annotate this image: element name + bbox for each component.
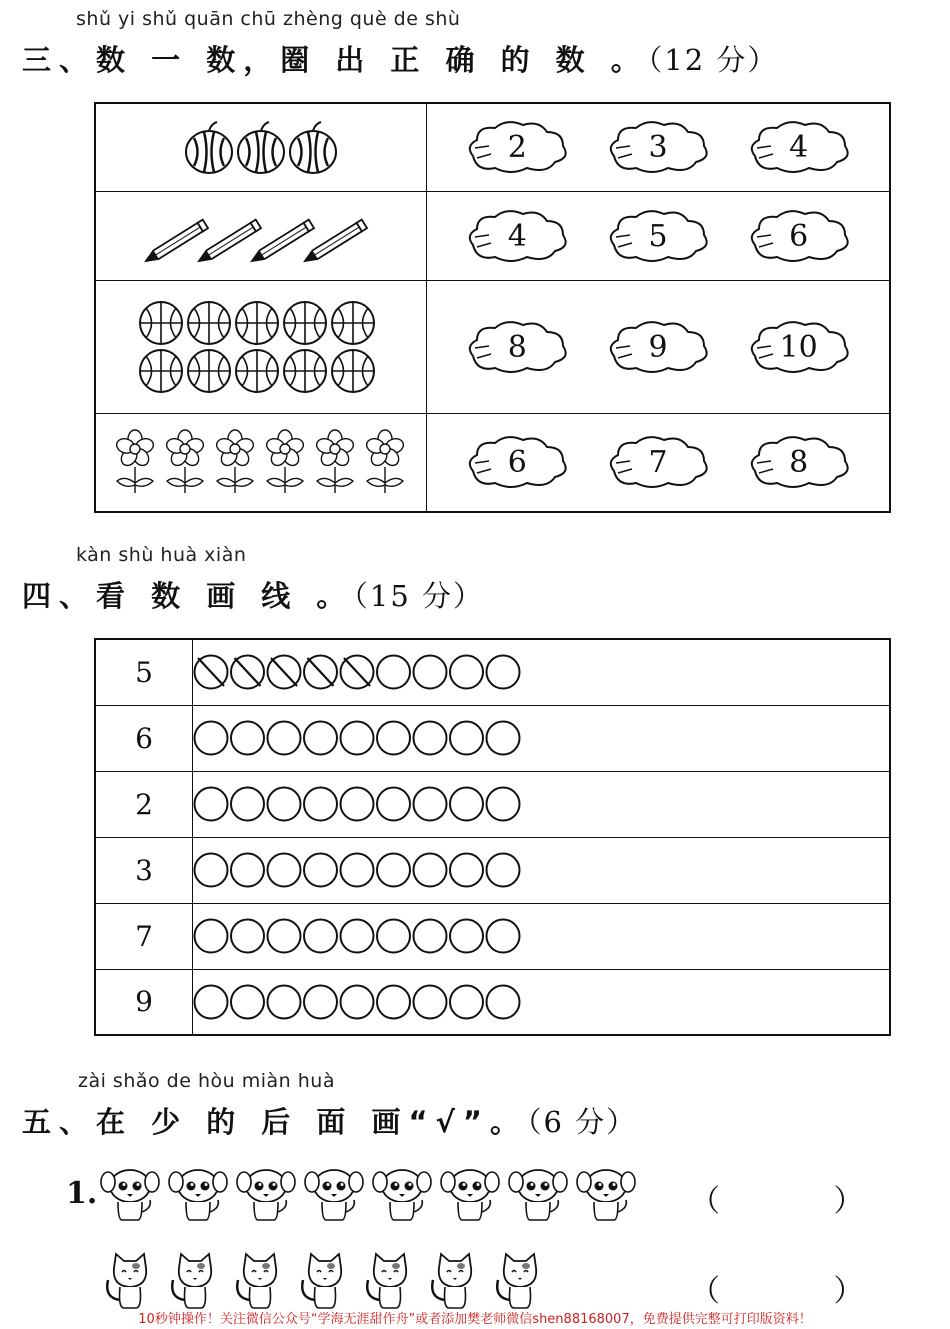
flower-icon xyxy=(215,430,255,493)
circle-set xyxy=(193,718,533,758)
option-number: 6 xyxy=(507,445,527,481)
basketball-icon xyxy=(332,302,374,344)
puppy-row xyxy=(100,1160,650,1226)
cloud-option[interactable] xyxy=(604,316,712,378)
row-number: 2 xyxy=(95,771,193,837)
circle-mark[interactable] xyxy=(487,788,520,821)
puppy-icon xyxy=(509,1170,567,1220)
cloud-option[interactable] xyxy=(745,116,853,178)
basketball-icon xyxy=(284,350,326,392)
puppy-icon xyxy=(305,1170,363,1220)
circle-mark[interactable] xyxy=(487,656,520,689)
cloud-option[interactable] xyxy=(604,205,712,267)
row-number: 3 xyxy=(95,837,193,903)
circle-mark[interactable] xyxy=(414,985,447,1018)
options-cell xyxy=(427,191,891,280)
flower-icon xyxy=(165,430,205,493)
circle-mark[interactable] xyxy=(195,788,228,821)
item-1-label: 1. xyxy=(66,1176,98,1211)
count-circle-table xyxy=(94,102,891,513)
kitten-icon xyxy=(367,1254,406,1308)
circle-set xyxy=(193,784,533,824)
circle-mark[interactable] xyxy=(450,656,483,689)
row-number: 5 xyxy=(95,639,193,705)
circle-mark[interactable] xyxy=(487,722,520,755)
watermelon-icon xyxy=(238,122,284,173)
option-number: 8 xyxy=(789,445,809,481)
circle-mark[interactable] xyxy=(195,854,228,887)
section5-score: （6 分） xyxy=(526,1105,638,1139)
kitten-icon xyxy=(497,1254,536,1308)
circle-mark[interactable] xyxy=(377,985,410,1018)
cloud-option[interactable] xyxy=(463,316,571,378)
watermelon-icon xyxy=(290,122,336,173)
table-row xyxy=(95,837,890,903)
basketball-icon xyxy=(188,302,230,344)
option-number: 2 xyxy=(507,130,527,166)
circle-set xyxy=(193,850,533,890)
puppy-icon xyxy=(373,1170,431,1220)
section4-pinyin: kàn shù huà xiàn xyxy=(76,544,247,566)
basketball-icon xyxy=(188,350,230,392)
basketball-icon xyxy=(332,350,374,392)
table-row xyxy=(95,280,890,413)
puppy-icon xyxy=(577,1170,635,1220)
circle-mark[interactable] xyxy=(487,920,520,953)
option-number: 6 xyxy=(789,218,809,254)
circle-mark[interactable] xyxy=(268,788,301,821)
circle-mark[interactable] xyxy=(268,985,301,1018)
options-cell xyxy=(427,103,891,191)
section3-score: （12 分） xyxy=(647,43,779,77)
basketball-icon xyxy=(140,302,182,344)
circle-mark[interactable] xyxy=(231,788,264,821)
flower-group xyxy=(111,427,411,497)
section5-title xyxy=(22,1100,637,1141)
kitten-icon xyxy=(172,1254,211,1308)
kitten-icon xyxy=(302,1254,341,1308)
table-row xyxy=(95,771,890,837)
answer-blank-2[interactable]: （ ） xyxy=(690,1274,916,1309)
circle-mark[interactable] xyxy=(377,788,410,821)
circle-mark[interactable] xyxy=(341,920,374,953)
circle-mark[interactable] xyxy=(304,854,337,887)
flower-icon xyxy=(315,430,355,493)
table-row xyxy=(95,705,890,771)
circle-mark[interactable] xyxy=(231,854,264,887)
option-number: 5 xyxy=(648,218,668,254)
circle-mark[interactable] xyxy=(487,854,520,887)
circle-mark[interactable] xyxy=(304,722,337,755)
circle-mark[interactable] xyxy=(414,920,447,953)
circle-row[interactable] xyxy=(193,639,891,705)
cloud-option[interactable] xyxy=(745,205,853,267)
circle-mark[interactable] xyxy=(341,985,374,1018)
circle-mark[interactable] xyxy=(450,920,483,953)
option-number: 7 xyxy=(648,445,668,481)
watermelon-icon xyxy=(186,122,232,173)
circle-mark[interactable] xyxy=(414,722,447,755)
cloud-option[interactable] xyxy=(745,316,853,378)
puppy-icon xyxy=(441,1170,499,1220)
basketball-icon xyxy=(140,350,182,392)
circle-mark[interactable] xyxy=(450,985,483,1018)
basketball-icon xyxy=(236,302,278,344)
puppy-icon xyxy=(237,1170,295,1220)
kitten-icon xyxy=(237,1254,276,1308)
section4-score: （15 分） xyxy=(353,579,485,613)
puppy-icon xyxy=(101,1170,159,1220)
circle-mark[interactable] xyxy=(414,788,447,821)
circle-row[interactable] xyxy=(193,705,891,771)
circle-mark[interactable] xyxy=(341,854,374,887)
circle-set xyxy=(193,982,533,1022)
kitten-icon xyxy=(432,1254,471,1308)
options-cell xyxy=(427,280,891,413)
circle-mark[interactable] xyxy=(450,788,483,821)
basketball-group xyxy=(136,299,386,395)
table-row xyxy=(95,413,890,512)
cloud-option[interactable] xyxy=(463,431,571,493)
section5-pinyin: zài shǎo de hòu miàn huà xyxy=(78,1070,335,1092)
basketball-cell xyxy=(95,280,427,413)
cloud-option[interactable] xyxy=(604,431,712,493)
option-number: 4 xyxy=(507,218,527,254)
section3-title-text: 三、数 一 数，圈 出 正 确 的 数 。 xyxy=(22,43,648,77)
section4-title xyxy=(22,574,484,615)
circle-mark[interactable] xyxy=(377,722,410,755)
option-number: 3 xyxy=(648,130,668,166)
section5-title-text: 五、在 少 的 后 面 画“√”。 xyxy=(22,1105,527,1139)
circle-mark[interactable] xyxy=(450,854,483,887)
option-number: 4 xyxy=(789,130,809,166)
cloud-option[interactable] xyxy=(463,205,571,267)
table-row xyxy=(95,639,890,705)
circle-row[interactable] xyxy=(193,903,891,969)
kitten-row xyxy=(100,1252,590,1312)
circle-mark[interactable] xyxy=(414,656,447,689)
section3-title xyxy=(22,38,778,79)
flower-icon xyxy=(115,430,155,493)
circle-mark[interactable] xyxy=(377,656,410,689)
circle-mark[interactable] xyxy=(487,985,520,1018)
flower-icon xyxy=(365,430,405,493)
option-number: 9 xyxy=(648,329,668,365)
circle-row[interactable] xyxy=(193,771,891,837)
draw-lines-table xyxy=(94,638,891,1036)
section4-title-text: 四、看 数 画 线 。 xyxy=(22,579,354,613)
pencil-icon xyxy=(143,219,208,265)
pencil-cell xyxy=(95,191,427,280)
circle-set xyxy=(193,652,533,692)
circle-mark[interactable] xyxy=(304,920,337,953)
cloud-option[interactable] xyxy=(463,116,571,178)
circle-mark[interactable] xyxy=(304,985,337,1018)
circle-mark[interactable] xyxy=(450,722,483,755)
circle-mark[interactable] xyxy=(414,854,447,887)
cloud-option[interactable] xyxy=(604,116,712,178)
circle-mark[interactable] xyxy=(195,920,228,953)
basketball-icon xyxy=(236,350,278,392)
circle-mark[interactable] xyxy=(268,722,301,755)
options-cell xyxy=(427,413,891,512)
kitten-icon xyxy=(107,1254,146,1308)
circle-row[interactable] xyxy=(193,969,891,1035)
watermelon-cell xyxy=(95,103,427,191)
circle-mark[interactable] xyxy=(231,722,264,755)
section3-pinyin: shǔ yi shǔ quān chū zhèng què de shù xyxy=(76,8,461,30)
circle-mark[interactable] xyxy=(231,985,264,1018)
circle-mark[interactable] xyxy=(377,920,410,953)
circle-mark[interactable] xyxy=(231,920,264,953)
circle-mark[interactable] xyxy=(304,788,337,821)
circle-set xyxy=(193,916,533,956)
cloud-option[interactable] xyxy=(745,431,853,493)
option-number: 10 xyxy=(779,329,818,365)
table-row xyxy=(95,191,890,280)
circle-mark[interactable] xyxy=(268,920,301,953)
flower-cell xyxy=(95,413,427,512)
flower-icon xyxy=(265,430,305,493)
circle-row[interactable] xyxy=(193,837,891,903)
watermelon-group xyxy=(181,117,341,177)
row-number: 6 xyxy=(95,705,193,771)
footer-note: 10秒钟操作！关注微信公众号“学海无涯甜作舟”或者添加樊老师微信shen88168007，免费提供完整可打印版资料！ xyxy=(138,1312,812,1327)
answer-blank-1[interactable]: （ ） xyxy=(690,1184,916,1219)
row-number: 9 xyxy=(95,969,193,1035)
circle-mark[interactable] xyxy=(341,788,374,821)
table-row xyxy=(95,103,890,191)
option-number: 8 xyxy=(507,329,527,365)
table-row xyxy=(95,903,890,969)
circle-mark[interactable] xyxy=(195,985,228,1018)
puppy-icon xyxy=(169,1170,227,1220)
row-number: 7 xyxy=(95,903,193,969)
pencil-group xyxy=(141,206,381,266)
circle-mark[interactable] xyxy=(268,854,301,887)
circle-mark[interactable] xyxy=(377,854,410,887)
table-row xyxy=(95,969,890,1035)
circle-mark[interactable] xyxy=(195,722,228,755)
basketball-icon xyxy=(284,302,326,344)
circle-mark[interactable] xyxy=(341,722,374,755)
